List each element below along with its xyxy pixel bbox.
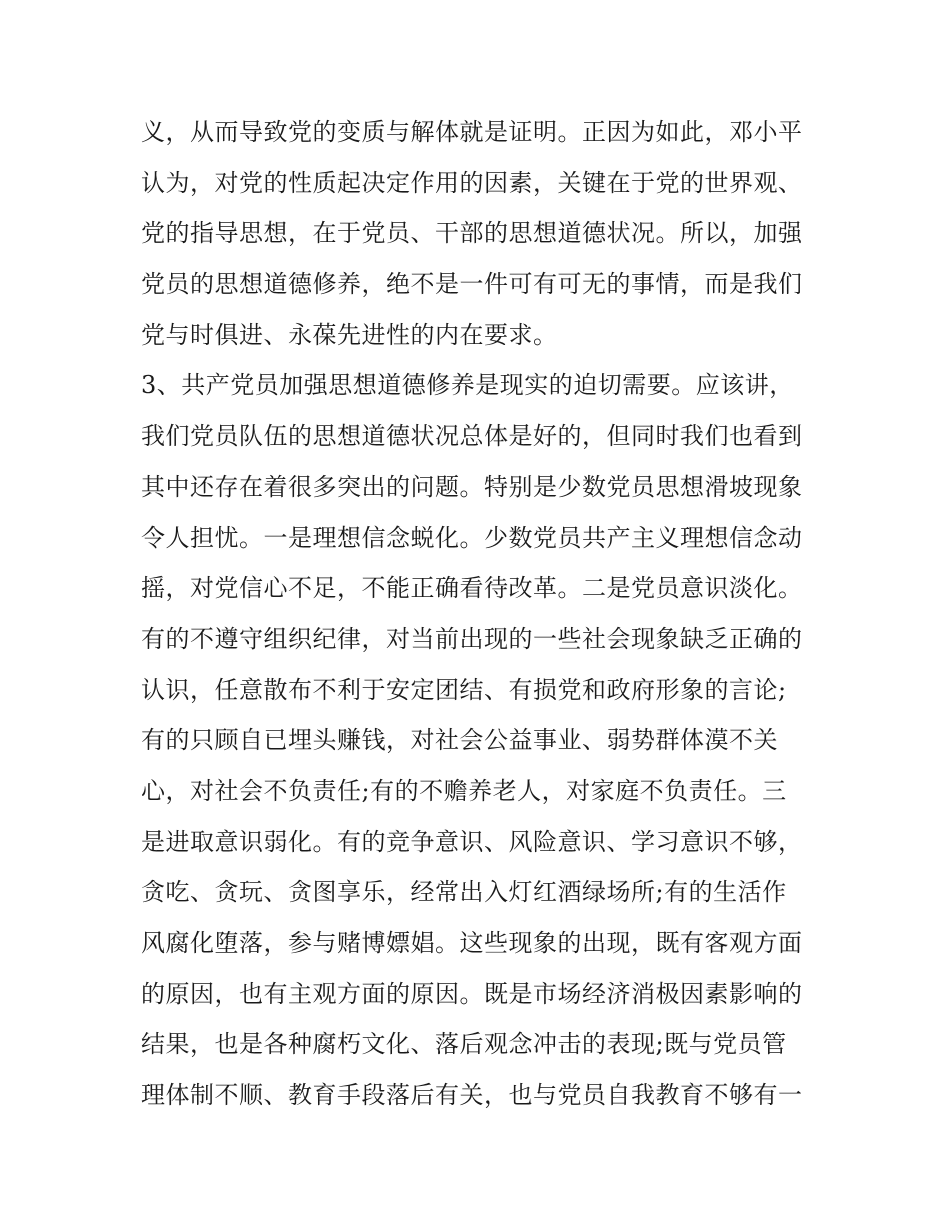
text-line: 贪吃、贪玩、贪图享乐，经常出入灯红酒绿场所;有的生活作 (141, 878, 787, 907)
text-line: 理体制不顺、教育手段落后有关，也与党员自我教育不够有一 (141, 1081, 803, 1110)
text-line: 摇，对党信心不足，不能正确看待改革。二是党员意识淡化。 (141, 574, 803, 603)
text-line: 认为，对党的性质起决定作用的因素，关键在于党的世界观、 (141, 168, 803, 197)
text-line: 是进取意识弱化。有的竞争意识、风险意识、学习意识不够， (141, 827, 803, 856)
text-line: 认识，任意散布不利于安定团结、有损党和政府形象的言论; (141, 675, 787, 704)
text-line: 党的指导思想，在于党员、干部的思想道德状况。所以，加强 (141, 219, 803, 248)
text-line: 心，对社会不负责任;有的不赡养老人，对家庭不负责任。三 (141, 776, 787, 805)
text-line: 风腐化堕落，参与赌博嫖娼。这些现象的出现，既有客观方面 (141, 929, 803, 957)
text-line: 有的只顾自已埋头赚钱，对社会公益事业、弱势群体漠不关 (141, 726, 778, 755)
text-line: 党与时俱进、永葆先进性的内在要求。 (141, 320, 558, 349)
text-line: 义，从而导致党的变质与解体就是证明。正因为如此，邓小平 (141, 118, 803, 146)
text-line: 令人担忧。一是理想信念蜕化。少数党员共产主义理想信念动 (141, 523, 803, 552)
text-line: 的原因，也有主观方面的原因。既是市场经济消极因素影响的 (141, 979, 803, 1008)
text-line: 结果，也是各种腐朽文化、落后观念冲击的表现;既与党员管 (141, 1030, 787, 1059)
text-line: 其中还存在着很多突出的问题。特别是少数党员思想滑坡现象 (141, 472, 803, 501)
text-line: 有的不遵守组织纪律，对当前出现的一些社会现象缺乏正确的 (141, 624, 803, 653)
text-line: 3、共产党员加强思想道德修养是现实的迫切需要。应该讲， (141, 371, 794, 400)
text-line: 党员的思想道德修养，绝不是一件可有可无的事情，而是我们 (141, 270, 803, 299)
text-line: 我们党员队伍的思想道德状况总体是好的，但同时我们也看到 (141, 422, 803, 451)
body-text (141, 107, 821, 1121)
